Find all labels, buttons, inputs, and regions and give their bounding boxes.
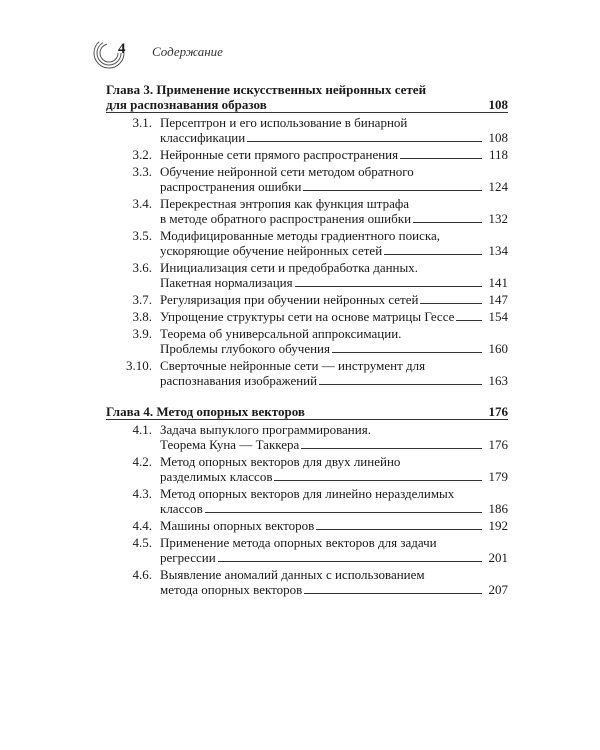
dot-leader (305, 419, 480, 420)
dot-leader (301, 448, 482, 449)
entry-text (160, 535, 508, 565)
entry-text-last: Пакетная нормализация (160, 275, 293, 290)
entry-text-last: Упрощение структуры сети на основе матрицы Гессе (160, 309, 455, 324)
entry-text-last: Проблемы глубокого обучения (160, 341, 330, 356)
entry-number: 3.10. (126, 358, 152, 373)
entry-text (160, 164, 508, 194)
entry-text (160, 260, 508, 290)
entry-number: 3.5. (132, 228, 152, 243)
toc-entry (106, 422, 508, 452)
entry-text-line (160, 550, 508, 565)
entry-number: 4.1. (132, 422, 152, 437)
toc-entry (106, 228, 508, 258)
entry-text-line (160, 501, 508, 516)
entry-text-line (160, 275, 508, 290)
entry-text-last: в методе обратного распространения ошибки (160, 211, 412, 226)
entry-number: 3.9. (132, 326, 152, 341)
entry-text-line (160, 130, 508, 145)
entry-text-last: распознавания изображений (160, 373, 318, 388)
toc-chapter (106, 404, 508, 597)
table-of-contents (106, 82, 508, 613)
entry-text-line (160, 243, 508, 258)
toc-entry (106, 292, 508, 307)
toc-entry (106, 147, 508, 162)
dot-leader (384, 254, 482, 255)
toc-entry (106, 518, 508, 533)
entry-text-last: разделимых классов (160, 469, 273, 484)
entry-page-number: 176 (488, 437, 508, 452)
toc-entry (106, 309, 508, 324)
dot-leader (205, 512, 482, 513)
toc-entry (106, 260, 508, 290)
running-title: Содержание (152, 44, 223, 59)
entry-page-number: 118 (488, 147, 508, 162)
entry-page-number: 141 (488, 275, 508, 290)
page-number: 4 (118, 41, 126, 57)
entry-number: 3.8. (132, 309, 152, 324)
entry-page-number: 132 (488, 211, 508, 226)
toc-entry (106, 486, 508, 516)
entry-text (160, 567, 508, 597)
dot-leader (274, 480, 482, 481)
entry-text-line: Модифицированные методы градиентного поиска, (160, 228, 440, 243)
entry-number: 4.6. (132, 567, 152, 582)
chapter-title-line (106, 404, 508, 420)
toc-entry (106, 535, 508, 565)
dot-leader (332, 352, 482, 353)
toc-entry (106, 164, 508, 194)
entry-text-last: Регуляризация при обучении нейронных сетей (160, 292, 419, 307)
entry-text-line (160, 309, 508, 324)
entry-text-line: Сверточные нейронные сети — инструмент для (160, 358, 426, 373)
dot-leader (295, 286, 482, 287)
entry-text (160, 147, 508, 162)
entry-page-number: 192 (488, 518, 508, 533)
entry-number: 3.4. (132, 196, 152, 211)
entry-number: 3.7. (132, 292, 152, 307)
dot-leader (319, 384, 482, 385)
entry-page-number: 163 (488, 373, 508, 388)
entry-text-line (160, 518, 508, 533)
entry-text-line: Метод опорных векторов для линейно неразделимых (160, 486, 455, 501)
dot-leader (267, 112, 480, 113)
entry-text (160, 358, 508, 388)
entry-text (160, 292, 508, 307)
entry-text-line: Метод опорных векторов для двух линейно (160, 454, 401, 469)
toc-entry (106, 326, 508, 356)
entry-text-last: распространения ошибки (160, 179, 302, 194)
entry-text (160, 228, 508, 258)
entry-text-last: ускоряющие обучение нейронных сетей (160, 243, 383, 258)
chapter-title-line: Глава 3. Применение искусственных нейронных сетей (106, 82, 427, 97)
entry-text (160, 518, 508, 533)
dot-leader (247, 141, 482, 142)
dot-leader (400, 158, 482, 159)
toc-entry (106, 358, 508, 388)
entry-number: 4.4. (132, 518, 152, 533)
entry-text-line: Перекрестная энтропия как функция штрафа (160, 196, 410, 211)
toc-entry (106, 196, 508, 226)
entry-page-number: 160 (488, 341, 508, 356)
entry-page-number: 201 (488, 550, 508, 565)
entry-text-last: регрессии (160, 550, 216, 565)
page-header (92, 36, 392, 68)
entry-page-number: 154 (488, 309, 508, 324)
toc-entry (106, 567, 508, 597)
entry-page-number: 179 (488, 469, 508, 484)
entry-text-line (160, 211, 508, 226)
entry-text-line: Выявление аномалий данных с использованием (160, 567, 425, 582)
entry-number: 4.3. (132, 486, 152, 501)
entry-number: 3.1. (132, 115, 152, 130)
toc-entry (106, 115, 508, 145)
entry-number: 3.3. (132, 164, 152, 179)
entry-text-line: Персептрон и его использование в бинарной (160, 115, 408, 130)
dot-leader (218, 561, 482, 562)
entry-number: 4.5. (132, 535, 152, 550)
entry-text (160, 326, 508, 356)
entry-text-line: Применение метода опорных векторов для задачи (160, 535, 437, 550)
entry-text (160, 422, 508, 452)
entry-page-number: 108 (488, 130, 508, 145)
entry-page-number: 186 (488, 501, 508, 516)
chapter-title-text: для распознавания образов (106, 97, 267, 112)
entry-number: 3.2. (132, 147, 152, 162)
toc-entry (106, 454, 508, 484)
entry-text-last: метода опорных векторов (160, 582, 303, 597)
entry-text-last: классов (160, 501, 203, 516)
entry-text-last: Теорема Куна — Таккера (160, 437, 300, 452)
entry-number: 3.6. (132, 260, 152, 275)
dot-leader (304, 593, 482, 594)
entry-text-line: Задача выпуклого программирования. (160, 422, 371, 437)
chapter-title-text: Глава 4. Метод опорных векторов (106, 404, 305, 419)
entry-text-line (160, 147, 508, 162)
entry-page-number: 134 (488, 243, 508, 258)
entry-text-line (160, 437, 508, 452)
entry-text-line: Инициализация сети и предобработка данных. (160, 260, 418, 275)
entry-text (160, 486, 508, 516)
dot-leader (456, 320, 482, 321)
chapter-title-line (106, 97, 508, 113)
dot-leader (420, 303, 482, 304)
dot-leader (413, 222, 482, 223)
entry-text (160, 309, 508, 324)
entry-text (160, 196, 508, 226)
entry-text-line (160, 469, 508, 484)
entry-page-number: 124 (488, 179, 508, 194)
toc-chapter (106, 82, 508, 388)
chapter-page-number: 176 (480, 404, 508, 420)
entry-text-line (160, 582, 508, 597)
dot-leader (303, 190, 482, 191)
entry-number: 4.2. (132, 454, 152, 469)
entry-text (160, 454, 508, 484)
dot-leader (316, 529, 482, 530)
chapter-page-number: 108 (480, 97, 508, 113)
entry-text (160, 115, 508, 145)
entry-text-line (160, 373, 508, 388)
entry-page-number: 147 (488, 292, 508, 307)
entry-text-line (160, 341, 508, 356)
entry-text-line: Обучение нейронной сети методом обратного (160, 164, 414, 179)
entry-page-number: 207 (488, 582, 508, 597)
entry-text-last: классификации (160, 130, 246, 145)
entry-text-line: Теорема об универсальной аппроксимации. (160, 326, 402, 341)
entry-text-last: Нейронные сети прямого распространения (160, 147, 399, 162)
entry-text-line (160, 179, 508, 194)
entry-text-last: Машины опорных векторов (160, 518, 315, 533)
entry-text-line (160, 292, 508, 307)
